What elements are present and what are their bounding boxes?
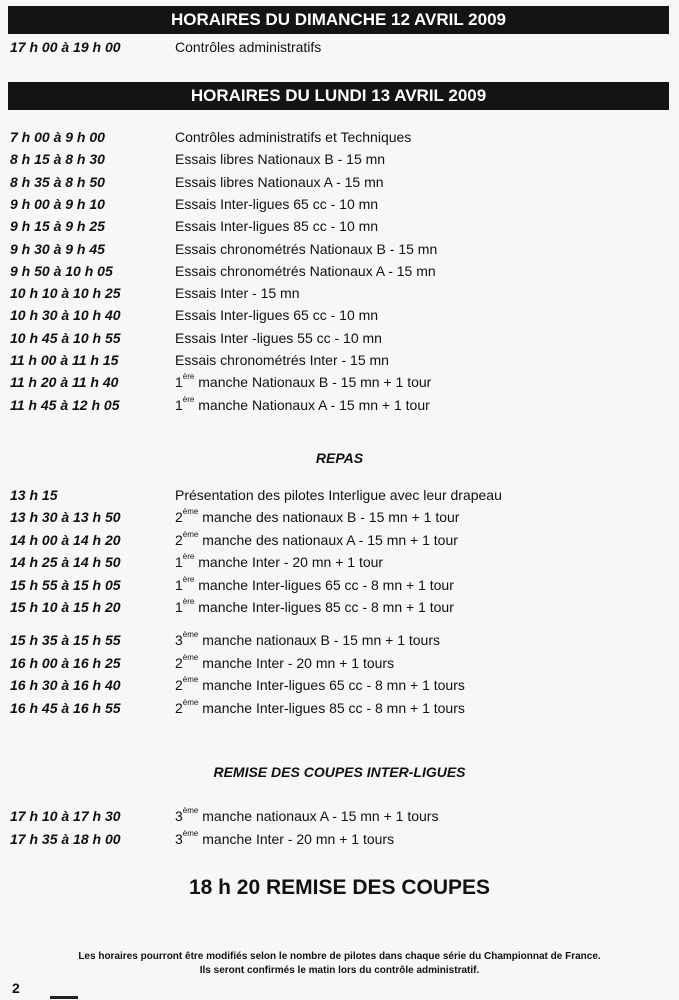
description-text: Contrôles administratifs bbox=[175, 39, 322, 55]
schedule-description bbox=[175, 674, 465, 696]
schedule-row bbox=[0, 282, 679, 304]
schedule-row bbox=[0, 36, 679, 58]
schedule-time: 11 h 00 à 11 h 15 bbox=[10, 352, 119, 368]
ordinal-number: 1 bbox=[175, 374, 183, 391]
schedule-description bbox=[175, 304, 378, 326]
description-text: manche Inter-ligues 85 cc - 8 mn + 1 tours bbox=[198, 699, 465, 716]
description-text: Essais Inter - 15 mn bbox=[175, 285, 300, 302]
schedule-description bbox=[175, 238, 437, 260]
schedule-description bbox=[175, 327, 382, 349]
section-remise-interligues: REMISE DES COUPES INTER-LIGUES bbox=[213, 764, 466, 780]
note-line-1: Les horaires pourront être modifiés selon le nombre de pilotes dans chaque série du Championnat de France. bbox=[78, 951, 601, 962]
ordinal-suffix: ème bbox=[182, 697, 199, 707]
schedule-time: 9 h 50 à 10 h 05 bbox=[10, 262, 113, 279]
schedule-time: 17 h 10 à 17 h 30 bbox=[10, 808, 121, 824]
ordinal-suffix: ème bbox=[182, 652, 199, 662]
schedule-description bbox=[175, 629, 440, 651]
schedule-time: 9 h 00 à 9 h 10 bbox=[10, 195, 105, 212]
schedule-row bbox=[0, 652, 679, 674]
schedule-row bbox=[0, 260, 679, 282]
schedule-row bbox=[0, 304, 679, 326]
schedule-description bbox=[175, 697, 465, 719]
ordinal-number: 2 bbox=[175, 531, 183, 548]
ordinal-suffix: ère bbox=[182, 552, 195, 562]
schedule-description bbox=[175, 828, 394, 850]
schedule-time: 13 h 15 bbox=[10, 487, 58, 503]
schedule-time: 13 h 30 à 13 h 50 bbox=[10, 509, 121, 526]
schedule-row bbox=[0, 596, 679, 618]
schedule-row bbox=[0, 574, 679, 596]
ordinal-suffix: ère bbox=[182, 597, 195, 606]
schedule-row bbox=[0, 148, 679, 170]
schedule-time: 15 h 55 à 15 h 05 bbox=[10, 576, 121, 593]
description-text: Présentation des pilotes Interligue avec leur drapeau bbox=[175, 487, 502, 503]
schedule-row bbox=[0, 629, 679, 651]
description-text: manche Nationaux A - 15 mn + 1 tour bbox=[194, 396, 430, 413]
description-text: manche Inter-ligues 65 cc - 8 mn + 1 tour bbox=[194, 576, 454, 593]
description-text: Essais libres Nationaux B - 15 mn bbox=[175, 151, 386, 168]
description-text: Essais chronométrés Inter - 15 mn bbox=[175, 352, 389, 368]
schedule-time: 16 h 30 à 16 h 40 bbox=[10, 677, 121, 693]
ordinal-number: 1 bbox=[175, 599, 183, 615]
section-repas: REPAS bbox=[315, 450, 364, 466]
schedule-time: 16 h 00 à 16 h 25 bbox=[10, 654, 121, 671]
schedule-description bbox=[175, 349, 389, 371]
description-text: manche Inter-ligues 85 cc - 8 mn + 1 tour bbox=[194, 599, 454, 615]
schedule-description bbox=[175, 652, 394, 674]
schedule-description bbox=[175, 574, 454, 596]
schedule-time: 8 h 35 à 8 h 50 bbox=[10, 173, 105, 190]
schedule-time: 16 h 45 à 16 h 55 bbox=[10, 699, 121, 716]
schedule-time: 10 h 10 à 10 h 25 bbox=[10, 285, 121, 302]
schedule-row bbox=[0, 371, 679, 393]
schedule-row bbox=[0, 484, 679, 506]
ordinal-suffix: ère bbox=[182, 394, 195, 404]
ordinal-number: 3 bbox=[175, 830, 183, 847]
ordinal-number: 1 bbox=[175, 554, 183, 571]
description-text: Essais libres Nationaux A - 15 mn bbox=[175, 173, 384, 190]
header-sunday: HORAIRES DU DIMANCHE 12 AVRIL 2009 bbox=[8, 6, 669, 34]
header-monday: HORAIRES DU LUNDI 13 AVRIL 2009 bbox=[8, 82, 669, 110]
ordinal-number: 2 bbox=[175, 509, 183, 526]
schedule-description bbox=[175, 126, 411, 148]
description-text: manche des nationaux B - 15 mn + 1 tour bbox=[198, 509, 460, 526]
schedule-time: 7 h 00 à 9 h 00 bbox=[10, 129, 105, 145]
schedule-description bbox=[175, 484, 502, 506]
ordinal-number: 1 bbox=[175, 576, 183, 593]
ordinal-number: 1 bbox=[175, 396, 183, 413]
description-text: Essais Inter-ligues 85 cc - 10 mn bbox=[175, 218, 379, 235]
schedule-time: 15 h 10 à 15 h 20 bbox=[10, 599, 121, 615]
schedule-description bbox=[175, 148, 385, 170]
description-text: manche nationaux A - 15 mn + 1 tours bbox=[198, 808, 439, 824]
ordinal-number: 2 bbox=[175, 699, 183, 716]
ordinal-suffix: ère bbox=[182, 574, 195, 584]
schedule-row bbox=[0, 349, 679, 371]
description-text: manche Inter - 20 mn + 1 tours bbox=[198, 830, 395, 847]
schedule-row bbox=[0, 506, 679, 528]
schedule-description bbox=[175, 371, 431, 393]
schedule-row bbox=[0, 171, 679, 193]
note-line-2: Ils seront confirmés le matin lors du contrôle administratif. bbox=[199, 965, 480, 976]
schedule-description bbox=[175, 171, 384, 193]
schedule-description bbox=[175, 529, 458, 551]
schedule-row bbox=[0, 238, 679, 260]
description-text: manche Inter - 20 mn + 1 tours bbox=[198, 654, 395, 671]
page-number: 2 bbox=[12, 980, 20, 996]
schedule-time: 10 h 45 à 10 h 55 bbox=[10, 329, 121, 346]
schedule-time: 9 h 30 à 9 h 45 bbox=[10, 240, 105, 257]
schedule-description bbox=[175, 36, 321, 58]
schedule-row bbox=[0, 551, 679, 573]
schedule-description bbox=[175, 596, 454, 618]
ordinal-suffix: ère bbox=[182, 372, 195, 382]
schedule-time: 11 h 20 à 11 h 40 bbox=[10, 374, 119, 391]
ordinal-suffix: ème bbox=[182, 507, 199, 517]
schedule-description bbox=[175, 193, 378, 215]
description-text: Essais Inter-ligues 65 cc - 10 mn bbox=[175, 307, 379, 324]
ordinal-suffix: ème bbox=[182, 529, 199, 539]
description-text: Essais chronométrés Nationaux A - 15 mn bbox=[175, 262, 436, 279]
ordinal-suffix: ème bbox=[182, 806, 199, 815]
ordinal-number: 3 bbox=[175, 808, 183, 824]
schedule-row bbox=[0, 529, 679, 551]
ordinal-number: 2 bbox=[175, 677, 183, 693]
description-text: manche des nationaux A - 15 mn + 1 tour bbox=[198, 531, 458, 548]
ordinal-number: 3 bbox=[175, 632, 183, 648]
description-text: manche Inter - 20 mn + 1 tour bbox=[194, 554, 384, 571]
ordinal-suffix: ème bbox=[182, 828, 199, 838]
schedule-row bbox=[0, 697, 679, 719]
description-text: manche Inter-ligues 65 cc - 8 mn + 1 tours bbox=[198, 677, 465, 693]
schedule-row bbox=[0, 828, 679, 850]
schedule-row bbox=[0, 394, 679, 416]
schedule-time: 14 h 25 à 14 h 50 bbox=[10, 554, 121, 571]
schedule-description bbox=[175, 260, 436, 282]
description-text: Essais Inter-ligues 65 cc - 10 mn bbox=[175, 195, 379, 212]
schedule-description bbox=[175, 215, 378, 237]
schedule-description bbox=[175, 282, 300, 304]
schedule-time: 9 h 15 à 9 h 25 bbox=[10, 218, 105, 235]
schedule-description bbox=[175, 506, 459, 528]
schedule-time: 17 h 00 à 19 h 00 bbox=[10, 39, 121, 55]
schedule-row bbox=[0, 805, 679, 827]
schedule-description bbox=[175, 805, 438, 827]
schedule-time: 10 h 30 à 10 h 40 bbox=[10, 307, 121, 324]
schedule-row bbox=[0, 193, 679, 215]
ordinal-suffix: ème bbox=[182, 675, 199, 684]
ordinal-suffix: ème bbox=[182, 630, 199, 639]
schedule-time: 14 h 00 à 14 h 20 bbox=[10, 531, 121, 548]
schedule-row bbox=[0, 215, 679, 237]
remise-coupes-title: 18 h 20 REMISE DES COUPES bbox=[188, 876, 491, 899]
description-text: Essais chronométrés Nationaux B - 15 mn bbox=[175, 240, 438, 257]
schedule-description bbox=[175, 394, 430, 416]
schedule-row bbox=[0, 327, 679, 349]
schedule-time: 11 h 45 à 12 h 05 bbox=[10, 396, 120, 413]
ordinal-number: 2 bbox=[175, 654, 183, 671]
description-text: Essais Inter -ligues 55 cc - 10 mn bbox=[175, 329, 382, 346]
schedule-time: 17 h 35 à 18 h 00 bbox=[10, 830, 121, 847]
schedule-time: 8 h 15 à 8 h 30 bbox=[10, 151, 105, 168]
schedule-time: 15 h 35 à 15 h 55 bbox=[10, 632, 121, 648]
page-bar bbox=[50, 996, 78, 999]
description-text: Contrôles administratifs et Techniques bbox=[175, 129, 412, 145]
schedule-row bbox=[0, 674, 679, 696]
description-text: manche Nationaux B - 15 mn + 1 tour bbox=[194, 374, 432, 391]
schedule-row bbox=[0, 126, 679, 148]
schedule-description bbox=[175, 551, 383, 573]
description-text: manche nationaux B - 15 mn + 1 tours bbox=[198, 632, 440, 648]
